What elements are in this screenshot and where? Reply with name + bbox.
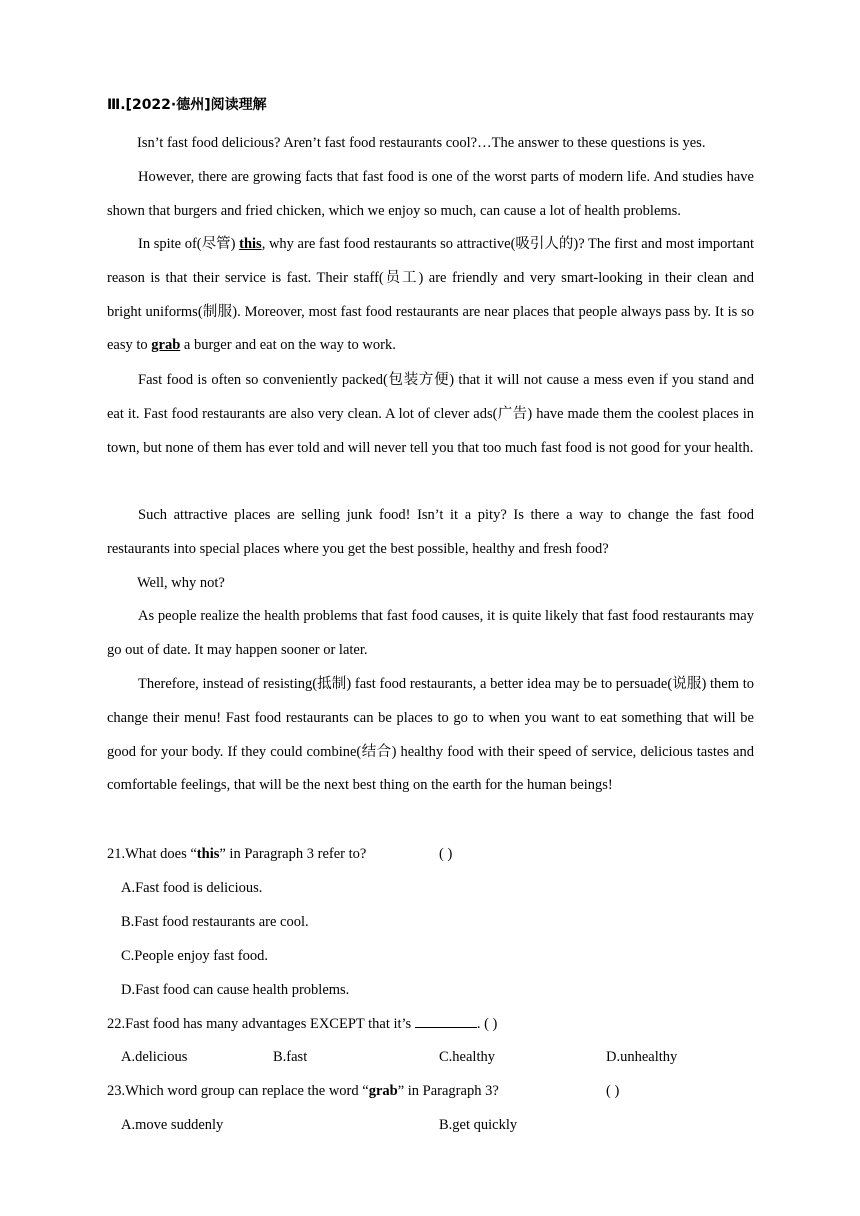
paragraph-7 bbox=[107, 600, 754, 668]
question-22-option-d[interactable]: D.unhealthy bbox=[606, 1049, 678, 1065]
question-23-stem bbox=[107, 1081, 499, 1101]
question-23-stem-b: ” in Paragraph 3? bbox=[397, 1083, 499, 1099]
paragraph-4 bbox=[107, 364, 754, 465]
paragraph-2-text: However, there are growing facts that fast food is one of the worst parts of modern life. And studies have shown that burgers and fried chicken, which we enjoy so much, can cause a lot of health problems. bbox=[107, 169, 754, 219]
question-22-stem bbox=[107, 1013, 497, 1034]
question-23-option-b[interactable]: B.get quickly bbox=[439, 1117, 518, 1133]
paragraph-8-text: Therefore, instead of resisting(抵制) fast food restaurants, a better idea may be to persuade(说服) them to change their menu! Fast food restaurants can be places to go to when you want to eat something that will be good for your body. If they could combine(结合) healthy food with their speed of service, delicious tastes and comfortable feelings, that will be the next best thing on the earth for the human beings! bbox=[107, 676, 754, 794]
question-21-option-d[interactable]: D.Fast food can cause health problems. bbox=[121, 982, 350, 998]
question-21-answer-paren[interactable]: ( ) bbox=[439, 846, 453, 862]
question-22-stem-a: 22.Fast food has many advantages EXCEPT that it’s bbox=[107, 1016, 415, 1032]
question-22-option-a[interactable]: A.delicious bbox=[121, 1049, 188, 1065]
paragraph-5 bbox=[107, 499, 754, 567]
keyword-this: this bbox=[239, 236, 262, 252]
question-21-keyword: this bbox=[196, 846, 220, 862]
question-23-answer-paren[interactable]: ( ) bbox=[606, 1083, 620, 1099]
paragraph-6 bbox=[107, 567, 754, 601]
paragraph-7-text: As people realize the health problems that fast food causes, it is quite likely that fast food restaurants may go out of date. It may happen sooner or later. bbox=[107, 608, 754, 658]
question-21-stem-b: ” in Paragraph 3 refer to? bbox=[219, 846, 367, 862]
paragraph-3 bbox=[107, 228, 754, 363]
paragraph-3-text-c: a burger and eat on the way to work. bbox=[180, 337, 396, 354]
keyword-grab: grab bbox=[151, 337, 181, 354]
paragraph-2 bbox=[107, 161, 754, 229]
question-23-option-a[interactable]: A.move suddenly bbox=[121, 1117, 224, 1133]
question-22-blank[interactable] bbox=[415, 1013, 477, 1028]
question-22-option-c[interactable]: C.healthy bbox=[439, 1049, 495, 1065]
paragraph-6-text: Well, why not? bbox=[137, 575, 225, 591]
question-22-stem-b: . ( ) bbox=[476, 1016, 498, 1032]
paragraph-3-text-b: , why are fast food restaurants so attractive(吸引人的)? The first and most important reason is that their service is fast. Their staff(员工) are friendly and very smart-looking in their clean and bright uniforms(制服). Moreover, most fast food restaurants are near places that people always pass by. It is so easy to bbox=[107, 236, 754, 354]
question-22-option-b[interactable]: B.fast bbox=[273, 1049, 308, 1065]
section-heading: Ⅲ.[2022·德州]阅读理解 bbox=[107, 97, 267, 113]
question-21-stem-a: 21.What does “ bbox=[107, 846, 197, 862]
question-21-option-a[interactable]: A.Fast food is delicious. bbox=[121, 880, 263, 896]
question-21-stem bbox=[107, 844, 366, 864]
question-23-stem-a: 23.Which word group can replace the word “ bbox=[107, 1083, 369, 1099]
paragraph-1 bbox=[107, 127, 754, 161]
paragraph-1-text: Isn’t fast food delicious? Aren’t fast food restaurants cool?…The answer to these questions is yes. bbox=[137, 135, 706, 151]
question-21-option-c[interactable]: C.People enjoy fast food. bbox=[121, 948, 268, 964]
question-21-option-b[interactable]: B.Fast food restaurants are cool. bbox=[121, 914, 309, 930]
paragraph-3-text-a: In spite of(尽管) bbox=[138, 236, 240, 252]
paragraph-4-text: Fast food is often so conveniently packed(包装方便) that it will not cause a mess even if you stand and eat it. Fast food restaurants are also very clean. A lot of clever ads(广告) have made them the coolest places in town, but none of them has ever told and will never tell you that too much fast food is not good for your health. bbox=[107, 372, 754, 456]
paragraph-8 bbox=[107, 668, 754, 803]
paragraph-5-text: Such attractive places are selling junk food! Isn’t it a pity? Is there a way to change the fast food restaurants into special places where you get the best possible, healthy and fresh food? bbox=[107, 507, 754, 557]
question-23-keyword: grab bbox=[368, 1083, 398, 1099]
